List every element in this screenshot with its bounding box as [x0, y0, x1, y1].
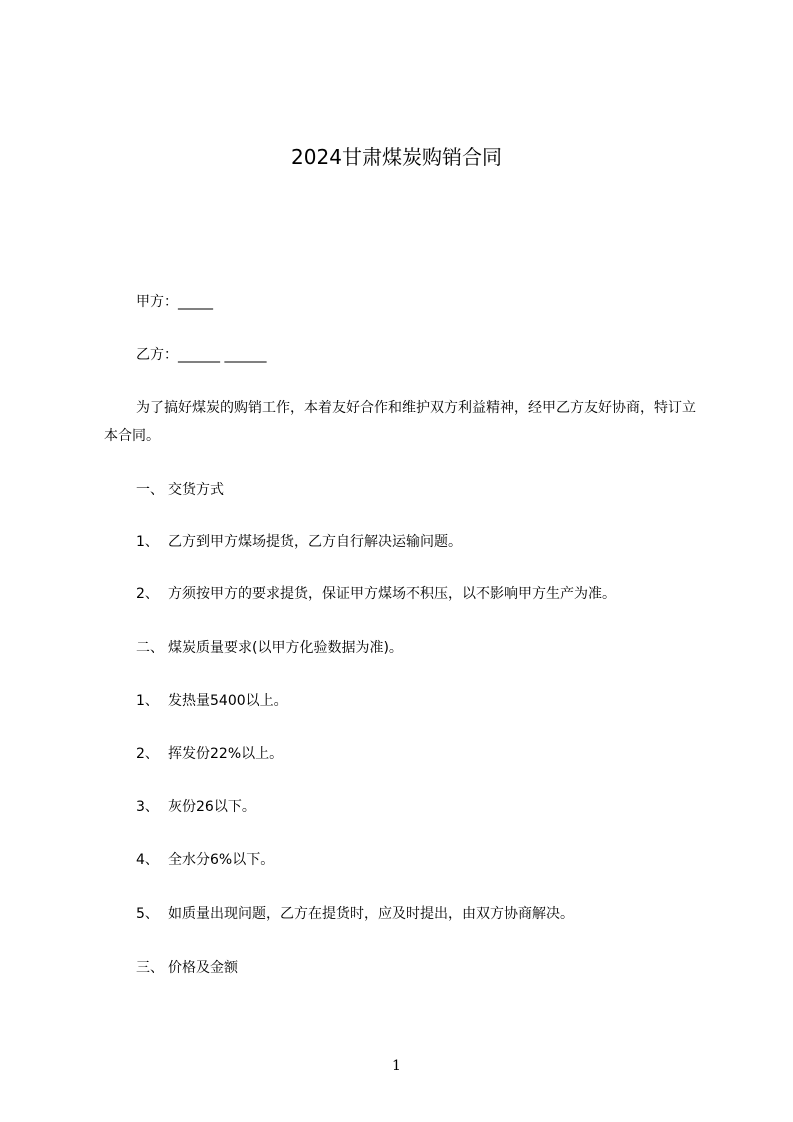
list-item-text: 全水分6%以下。: [168, 852, 275, 868]
party-a-line: 甲方：_____: [136, 294, 213, 310]
list-item-number: 5、: [136, 906, 159, 922]
section-number: 一、: [136, 482, 164, 498]
section-number: 二、: [136, 640, 164, 656]
list-item-text: 发热量5400以上。: [168, 693, 288, 709]
document-title: 2024甘肃煤炭购销合同: [291, 145, 502, 169]
list-item: [136, 691, 288, 711]
list-item-text: 挥发份22%以上。: [168, 746, 284, 762]
list-item-text: 方须按甲方的要求提货，保证甲方煤场不积压，以不影响甲方生产为准。: [168, 586, 616, 602]
list-item-number: 3、: [136, 799, 159, 815]
list-item-number: 2、: [136, 746, 159, 762]
section-heading-text: 交货方式: [168, 482, 224, 498]
list-item-number: 1、: [136, 693, 159, 709]
list-item-text: 如质量出现问题，乙方在提货时，应及时提出，由双方协商解决。: [168, 906, 574, 922]
list-item-number: 4、: [136, 852, 159, 868]
section-heading-price: [136, 958, 238, 978]
list-item: [136, 744, 283, 764]
list-item: [136, 904, 574, 924]
page-number: 1: [392, 1058, 401, 1074]
intro-paragraph: 为了搞好煤炭的购销工作，本着友好合作和维护双方利益精神，经甲乙方友好协商，特订立本合同。: [104, 400, 696, 444]
section-heading-text: 价格及金额: [168, 960, 238, 976]
section-heading-text: 煤炭质量要求(以甲方化验数据为准)。: [168, 640, 403, 656]
list-item: [136, 797, 256, 817]
list-item-number: 2、: [136, 586, 159, 602]
list-item: [136, 584, 616, 604]
list-item: [136, 532, 462, 552]
list-item-text: 灰份26以下。: [168, 799, 256, 815]
section-number: 三、: [136, 960, 164, 976]
section-heading-quality: [136, 638, 403, 658]
list-item-text: 乙方到甲方煤场提货，乙方自行解决运输问题。: [168, 534, 462, 550]
section-heading-delivery: [136, 480, 224, 500]
party-b-line: 乙方：______ ______: [136, 347, 267, 363]
list-item-number: 1、: [136, 534, 159, 550]
list-item: [136, 850, 274, 870]
